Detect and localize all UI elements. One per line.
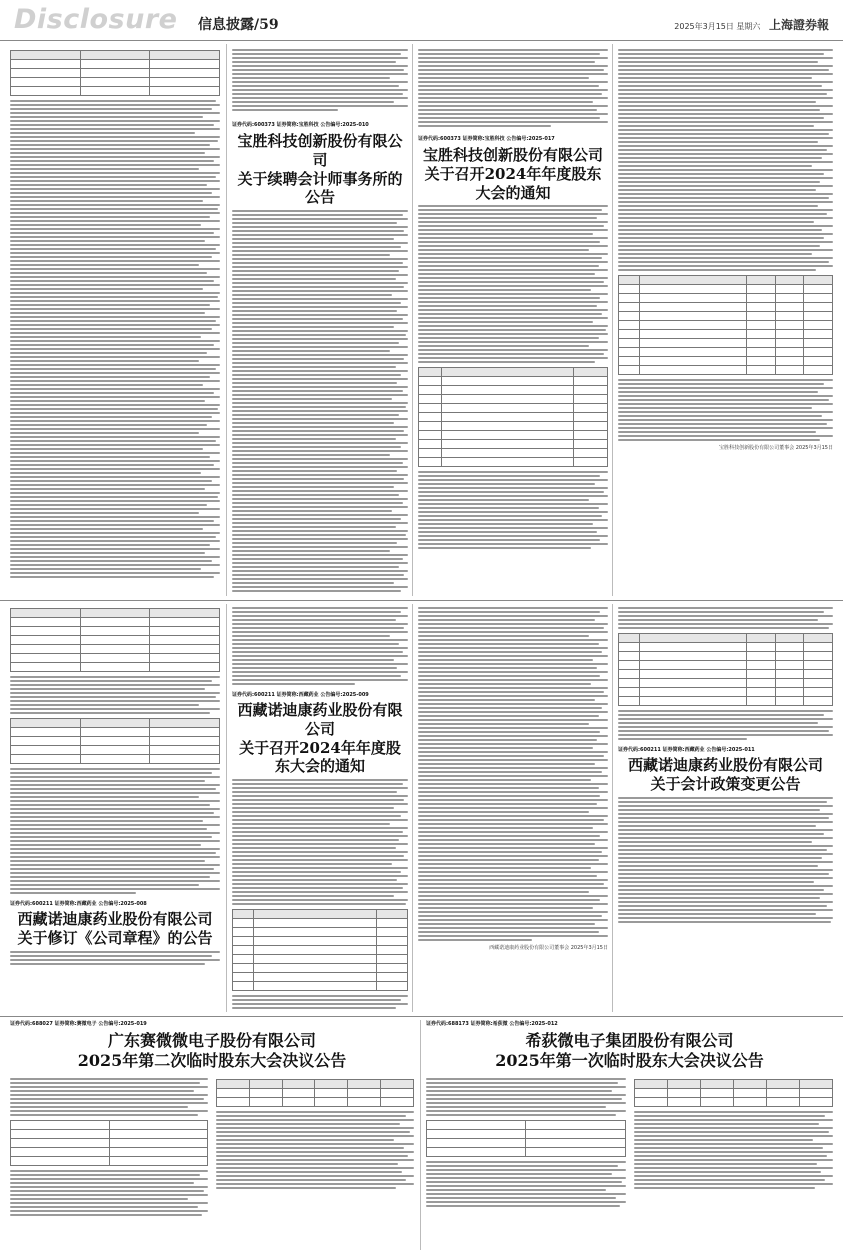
notice-code: 证券代码:600211 证券简称:西藏药业 公告编号:2025-009 [232,692,369,698]
notice-title [618,756,833,794]
issue-date: 2025年3月15日 星期六 [674,22,761,31]
body-text [232,49,408,111]
body-text [618,797,833,923]
notice-title [418,146,608,202]
body-text [10,768,220,894]
body-text [618,379,833,441]
notice-baosheng-auditor [232,46,408,594]
notice-title-line1: 宝胜科技创新股份有限公司 [237,132,403,169]
brand-logo: Disclosure [14,4,178,35]
notice-title-line1: 西藏诺迪康药业股份有限公司 [17,910,213,928]
column-divider [612,44,613,596]
notice-title [10,910,220,948]
body-text [426,1161,626,1207]
body-text [232,210,408,594]
notice-title-line2: 关于会计政策变更公告 [650,774,801,793]
voting-table [216,1079,414,1107]
notice-title-line1: 广东赛微微电子股份有限公司 [107,1031,316,1050]
signature: 宝胜科技创新股份有限公司董事会 2025年3月15日 [719,445,833,451]
notice-xizang-agm [232,604,408,1012]
baosheng-continued-col1 [10,46,220,594]
signature: 西藏诺迪康药业股份有限公司董事会 2025年3月15日 [489,945,608,951]
body-text [10,100,220,578]
column-divider [226,604,227,1012]
notice-title-line2: 2025年第二次临时股东大会决议公告 [77,1051,347,1070]
data-table [10,50,220,96]
notice-title-line2: 关于召开2024年年度股东大会的通知 [239,738,401,776]
column-divider [412,44,413,596]
body-text [426,1078,626,1116]
column-divider [226,44,227,596]
notice-baosheng-agm [418,46,608,594]
body-column [634,1075,834,1209]
body-text [418,607,608,941]
notice-title [232,132,408,207]
newspaper-name: 上海證券報 [768,18,829,32]
notice-code: 证券代码:600211 证券简称:西藏药业 公告编号:2025-008 [10,901,147,907]
body-text [418,49,608,127]
notice-title-line2: 关于续聘会计师事务所的公告 [237,169,403,207]
notice-title-line2: 关于修订《公司章程》的公告 [17,928,213,947]
notice-code: 证券代码:600211 证券简称:西藏药业 公告编号:2025-011 [618,747,755,753]
notice-title-line1: 希荻微电子集团股份有限公司 [525,1031,734,1050]
baosheng-agm-continued [618,46,833,594]
column-divider [420,1020,421,1250]
body-text [418,471,608,549]
body-column [216,1075,414,1218]
notice-title-line2: 关于召开2024年年度股东大会的通知 [424,164,602,202]
body-text [418,205,608,363]
notice-code: 证券代码:688027 证券简称:赛微电子 公告编号:2025-019 [10,1021,147,1027]
attendance-table [426,1120,626,1157]
body-text [10,951,220,965]
notice-xidiwei-egm [426,1020,833,1250]
masthead [0,0,843,40]
body-text [618,49,833,271]
section-divider-2 [0,1016,843,1017]
body-column [10,1075,208,1218]
notice-xizang-articles [10,604,220,1012]
section-title: 信息披露/59 [198,17,279,33]
data-table [10,718,220,764]
notice-title-line1: 西藏诺迪康药业股份有限公司 [237,701,403,738]
masthead-right [674,16,829,33]
notice-title-line1: 西藏诺迪康药业股份有限公司 [627,756,823,774]
xizang-agm-continued [418,604,608,1012]
voting-table [634,1079,834,1107]
notice-xizang-accounting [618,604,833,1012]
body-text [232,779,408,905]
agenda-table [232,909,408,991]
body-text [618,607,833,629]
notice-code: 证券代码:600373 证券简称:宝胜科技 公告编号:2025-010 [232,122,369,128]
notice-code: 证券代码:688173 证券简称:希荻微 公告编号:2025-012 [426,1021,558,1027]
proxy-form-table [618,633,833,706]
body-text [10,676,220,714]
body-column [426,1075,626,1209]
masthead-rule [0,40,843,41]
section-divider-1 [0,600,843,601]
data-table [10,608,220,672]
proxy-form-table [618,275,833,375]
notice-title-line2: 2025年第一次临时股东大会决议公告 [495,1051,764,1070]
body-text [232,607,408,685]
body-text [10,1170,208,1216]
notice-title [232,701,408,776]
body-text [232,995,408,1009]
notice-code: 证券代码:600373 证券简称:宝胜科技 公告编号:2025-017 [418,136,555,142]
agenda-table [418,367,608,467]
notice-saiwei-egm [10,1020,414,1250]
body-text [634,1111,834,1189]
notice-title [10,1031,414,1071]
notice-title [426,1031,833,1071]
body-text [216,1111,414,1189]
body-text [10,1078,208,1116]
notice-title-line1: 宝胜科技创新股份有限公司 [422,146,603,164]
body-text [618,710,833,740]
column-divider [412,604,413,1012]
attendance-table [10,1120,208,1166]
column-divider [612,604,613,1012]
